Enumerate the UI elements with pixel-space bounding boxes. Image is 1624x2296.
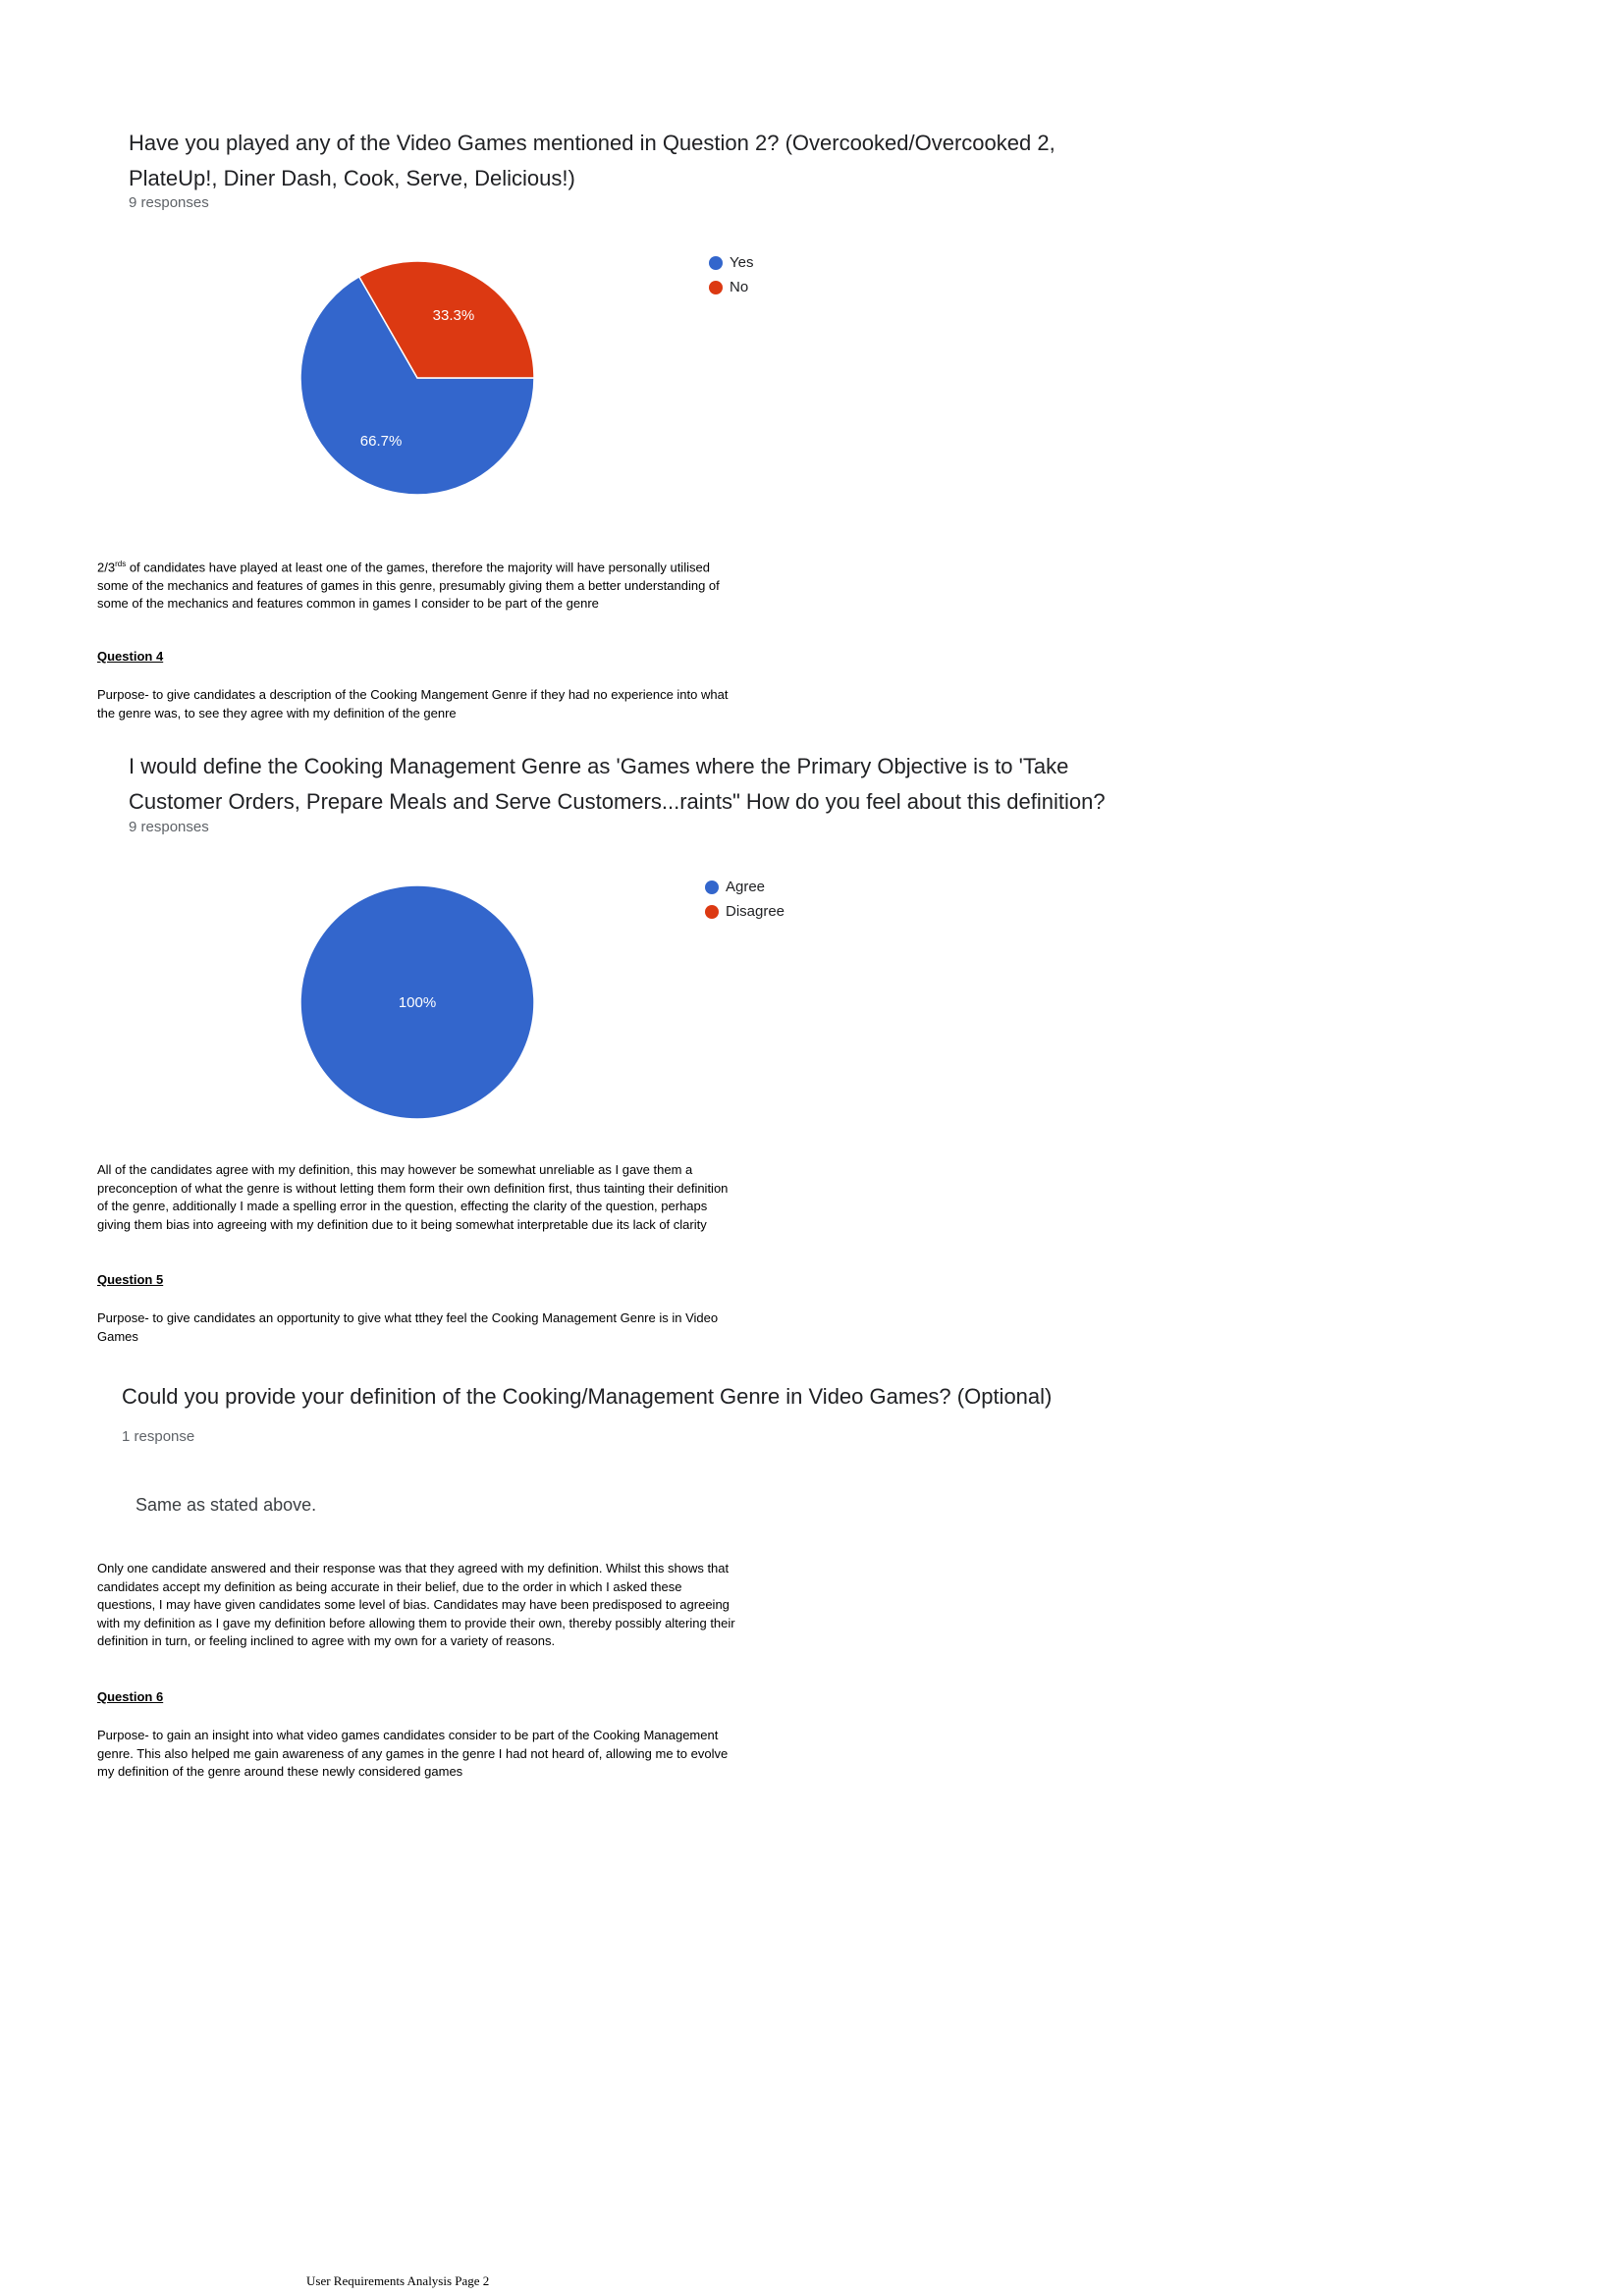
q4-pie-chart [285, 870, 550, 1135]
q4-purpose: Purpose- to give candidates a description of the Cooking Mangement Genre if they had no experience into what the genre was, to see they agree with my definition of the genre [97, 687, 729, 721]
legend-dot-no [709, 281, 723, 294]
q6-heading: Question 6 [97, 1689, 164, 1704]
q6-purpose: Purpose- to gain an insight into what video games candidates consider to be part of the Cooking Management genre. This also helped me gain awareness of any games in the genre I had not heard of, allowing me to evolve my definition of the genre around these newly considered games [97, 1728, 729, 1779]
q3-pie-chart [285, 245, 550, 510]
q3-analysis-text: of candidates have played at least one of the games, therefore the majority will have personally utilised some of the mechanics and features of games in this genre, presumably giving them a better understanding of some of the mechanics and features common in games I consider to be part of the genre [97, 560, 720, 612]
pie-label-yes: 66.7% [359, 432, 403, 450]
legend-item-yes[interactable] [709, 250, 753, 275]
q5-heading: Question 5 [97, 1272, 164, 1287]
pie-label-agree: 100% [398, 994, 437, 1011]
q3-legend [709, 250, 753, 299]
q3-analysis-fraction: 2/3 [97, 560, 116, 575]
q3-title-line2: PlateUp!, Diner Dash, Cook, Serve, Delicious!) [129, 166, 575, 190]
q3-analysis [97, 556, 735, 614]
legend-dot-agree [705, 881, 719, 894]
q5-analysis: Only one candidate answered and their response was that they agreed with my definition. Whilst this shows that candidates accept my definition as being accurate in their belief, due to the order in which I asked these questions, I may have given candidates some level of bias. Candidates may have been predisposed to agreeing with my definition as I gave my definition before allowing them to provide their own, thereby possibly altering their definition in turn, or feeling inclined to agree with my own for a variety of reasons. [97, 1561, 735, 1648]
q4-title-line1: I would define the Cooking Management Genre as 'Games where the Primary Objective is to 'Take [129, 754, 1069, 778]
q4-title-line2: Customer Orders, Prepare Meals and Serve Customers...raints" How do you feel about this definition? [129, 789, 1106, 814]
legend-item-no[interactable] [709, 275, 753, 299]
q4-responses: 9 responses [129, 819, 209, 835]
legend-label-agree: Agree [726, 879, 766, 895]
q5-answer: Same as stated above. [135, 1495, 317, 1515]
q3-responses: 9 responses [129, 194, 209, 211]
q5-title: Could you provide your definition of the Cooking/Management Genre in Video Games? (Optional) [122, 1384, 1053, 1409]
q4-analysis: All of the candidates agree with my definition, this may however be somewhat unreliable as I gave them a preconception of what the genre is without letting them form their own definition first, thus tainting their definition of the genre, additionally I made a spelling error in the question, effecting the clarity of the question, perhaps giving them bias into agreeing with my definition due to it being somewhat interpretable due its lack of clarity [97, 1162, 729, 1232]
q5-purpose: Purpose- to give candidates an opportunity to give what tthey feel the Cooking Management Genre is in Video Games [97, 1310, 719, 1344]
q4-title [129, 749, 1110, 820]
legend-label-disagree: Disagree [726, 903, 785, 920]
legend-label-no: No [730, 279, 749, 295]
q4-heading: Question 4 [97, 649, 164, 664]
legend-item-disagree[interactable] [705, 899, 785, 924]
pie-label-no: 33.3% [432, 307, 475, 325]
q4-legend [705, 875, 785, 924]
legend-dot-disagree [705, 905, 719, 919]
legend-label-yes: Yes [730, 254, 754, 271]
q5-responses: 1 response [122, 1428, 195, 1445]
q3-analysis-sup: rds [115, 560, 127, 568]
page-footer: User Requirements Analysis Page 2 [306, 2273, 490, 2288]
legend-dot-yes [709, 256, 723, 270]
q3-title [129, 126, 1110, 196]
q3-title-line1: Have you played any of the Video Games mentioned in Question 2? (Overcooked/Overcooked 2, [129, 131, 1056, 155]
legend-item-agree[interactable] [705, 875, 785, 899]
